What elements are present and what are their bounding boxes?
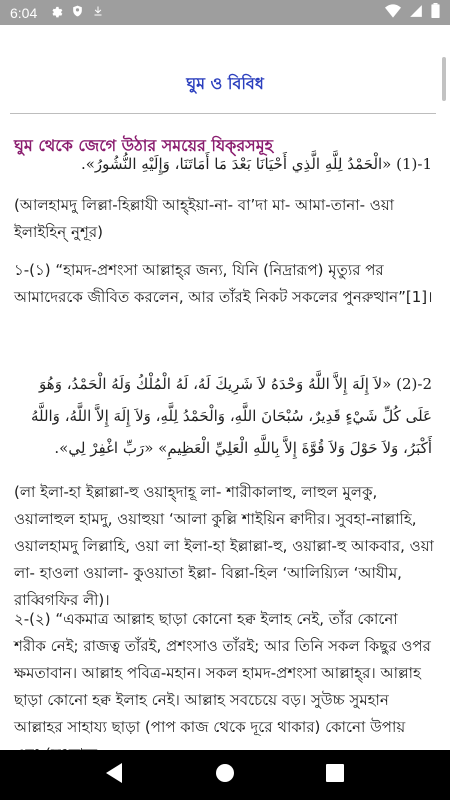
battery-icon: [431, 3, 440, 22]
wifi-icon: [385, 4, 401, 22]
download-icon: [92, 4, 104, 22]
arabic-text-2: 2-(2) «لاَ إِلَهَ إِلاَّ اللَّهُ وَحْدَهُ لاَ شَرِيكَ لَهُ، لَهُ الْمُلْكُ وَلَهُ الْحَمْدُ، وَهُوَ عَلَى كُلِّ شَيْءٍ قَدِيرٌ، سُبْحَانَ اللَّهِ، وَالْحَمْدُ لِلَّهِ، وَلاَ إِلَهَ إِلاَّ اللَّهُ، وَاللَّهُ أَكْبَرُ، وَلاَ حَوْلَ وَلاَ قُوَّةَ إِلاَّ بِاللَّهِ الْعَلِيِّ الْعَظِيمِ» «رَبِّ اغْفِرْ لِي».: [30, 375, 432, 457]
status-bar: [0, 0, 450, 25]
back-button[interactable]: [95, 755, 135, 795]
transliteration-2: (লা ইলা-হা ইল্লাল্লা-হু ওয়াহ্‌দাহূ লা- শারীকালাহু, লাহুল মুলকু, ওয়ালাহুল হামদু, ওয়াহুয়া ‘আলা কুল্লি শাইয়িন ক্বাদীর। সুবহা-নাল্লাহি, ওয়ালহামদু লিল্লাহি, ওয়া লা ইলা-হা ইল্লাল্লা-হু, ওয়াল্লা-হু আকবার, ওয়া লা- হাওলা ওয়ালা- কুওয়াতা ইল্লা- বিল্লা-হিল ‘আলিয়্যিল ‘আযীম, রাব্বিগফির লী)।: [14, 483, 434, 609]
recents-icon: [326, 764, 344, 786]
translation-2: ২-(২) “একমাত্র আল্লাহ ছাড়া কোনো হক্ব ইলাহ নেই, তাঁর কোনো শরীক নেই; রাজত্ব তাঁরই, প্রশংসাও তাঁরই; আর তিনি সকল কিছুর ওপর ক্ষমতাবান। আল্লাহ পবিত্র-মহান। সকল হামদ-প্রশংসা আল্লাহ্‌র। আল্লাহ ছাড়া কোনো হক্ব ইলাহ নেই। আল্লাহ সবচেয়ে বড়। সুউচ্চ সুমহান আল্লাহর সাহায্য ছাড়া (পাপ কাজ থেকে দূরে থাকার) কোনো উপায়: [14, 610, 431, 736]
status-left-icons: [49, 4, 104, 22]
page-title: ঘুম ও বিবিধ: [186, 74, 264, 93]
section-heading: ঘুম থেকে জেগে উঠার সময়ের যিক্‌রসমূহ: [14, 136, 274, 155]
home-icon: [215, 763, 235, 787]
back-icon: [106, 763, 124, 787]
shield-icon: [71, 4, 84, 22]
home-button[interactable]: [205, 755, 245, 795]
gear-icon: [49, 4, 63, 22]
navigation-bar: [0, 750, 450, 800]
status-right-icons: [385, 3, 440, 22]
signal-icon: [409, 4, 423, 22]
title-divider: [10, 113, 436, 114]
translation-1: ১-(১) “হামদ-প্রশংসা আল্লাহ্‌র জন্য, যিনি (নিদ্রারূপ) মৃত্যুর পর আমাদেরকে জীবিত করলেন, আর তাঁরই নিকট সকলের পুনরুত্থান”[1]।: [14, 261, 433, 306]
transliteration-1: (আলহামদু লিল্লা-হিল্লাযী আহ্‌ইয়া-না- বা’দা মা- আমা-তানা- ওয়া ইলাইহিন্ নুশূর): [14, 196, 395, 241]
status-time: 6:04: [10, 4, 38, 21]
recents-button[interactable]: [315, 755, 355, 795]
arabic-text-1: 1-(1) «الْحَمْدُ لِلَّهِ الَّذِي أَحْيَانَا بَعْدَ مَا أَمَاتَنَا، وَإِلَيْهِ النُّشُورُ».: [80, 155, 432, 173]
content-area[interactable]: [0, 25, 450, 750]
